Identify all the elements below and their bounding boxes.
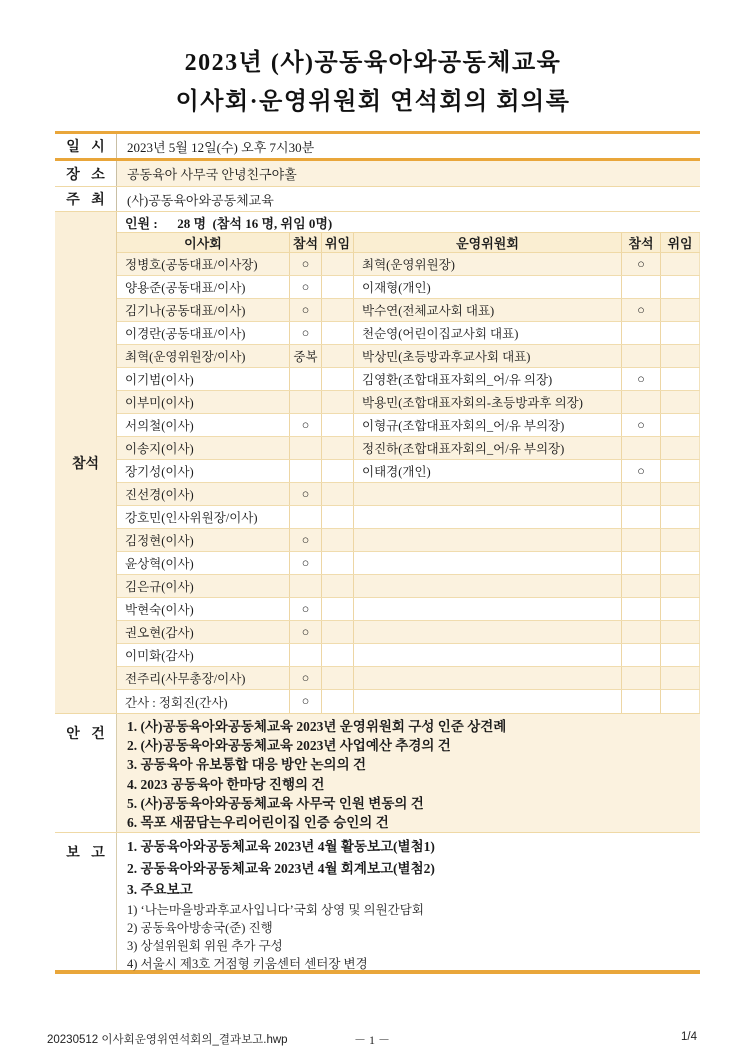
board-attend-mark	[290, 644, 322, 666]
committee-proxy-mark	[661, 598, 700, 620]
board-member-name: 이기범(이사)	[117, 368, 290, 390]
datetime-value: 2023년 5월 12일(수) 오후 7시30분	[127, 139, 315, 155]
committee-proxy-mark	[661, 460, 700, 482]
committee-attend-mark: ○	[622, 253, 661, 275]
committee-member-name: 박상민(초등방과후교사회 대표)	[354, 345, 622, 367]
board-proxy-mark	[322, 621, 354, 643]
committee-member-name: 최혁(운영위원장)	[354, 253, 622, 275]
attendance-row	[117, 667, 700, 690]
board-proxy-mark	[322, 644, 354, 666]
committee-member-name: 이재형(개인)	[354, 276, 622, 298]
host-value: (사)공동육아와공동체교육	[127, 192, 274, 208]
board-attend-mark	[290, 460, 322, 482]
board-attend-mark	[290, 391, 322, 413]
attendance-row	[117, 253, 700, 276]
committee-member-name: 이형규(조합대표자회의_어/유 부의장)	[354, 414, 622, 436]
committee-member-name: 천순영(어린이집교사회 대표)	[354, 322, 622, 344]
committee-proxy-mark	[661, 690, 700, 713]
header-board-proxy: 위임	[322, 233, 354, 252]
committee-proxy-mark	[661, 483, 700, 505]
board-proxy-mark	[322, 437, 354, 459]
report-main-item: 3. 주요보고	[127, 882, 193, 897]
committee-attend-mark	[622, 322, 661, 344]
datetime-label: 일 시	[55, 134, 117, 158]
board-member-name: 서의철(이사)	[117, 414, 290, 436]
board-member-name: 이경란(공동대표/이사)	[117, 322, 290, 344]
committee-attend-mark	[622, 621, 661, 643]
board-proxy-mark	[322, 575, 354, 597]
report-sub-item: 1) ‘나는마을방과후교사입니다’국회 상영 및 의원간담회	[127, 902, 424, 917]
header-board: 이사회	[117, 233, 290, 252]
committee-proxy-mark	[661, 437, 700, 459]
footer-page-number: － 1 －	[354, 1033, 391, 1047]
report-section-label: 보 고	[55, 833, 117, 970]
attendance-row	[117, 552, 700, 575]
footer-filename: 20230512 이사회운영위연석회의_결과보고.hwp	[47, 1034, 288, 1046]
board-proxy-mark	[322, 552, 354, 574]
committee-member-name	[354, 529, 622, 551]
attendance-section-label: 참석	[55, 212, 117, 713]
committee-member-name: 박용민(조합대표자회의-초등방과후 의장)	[354, 391, 622, 413]
board-proxy-mark	[322, 506, 354, 528]
board-attend-mark: 중복	[290, 345, 322, 367]
board-proxy-mark	[322, 368, 354, 390]
page-footer	[47, 1031, 697, 1048]
attendance-row	[117, 437, 700, 460]
board-proxy-mark	[322, 391, 354, 413]
board-member-name: 간사 : 정회진(간사)	[117, 690, 290, 713]
header-committee-attend: 참석	[622, 233, 661, 252]
committee-attend-mark: ○	[622, 368, 661, 390]
committee-member-name	[354, 506, 622, 528]
board-member-name: 박현숙(이사)	[117, 598, 290, 620]
board-proxy-mark	[322, 253, 354, 275]
committee-member-name: 이태경(개인)	[354, 460, 622, 482]
agenda-item: 1. (사)공동육아와공동체교육 2023년 운영위원회 구성 인준 상견례	[127, 719, 507, 734]
agenda-item: 4. 2023 공동육아 한마당 진행의 건	[127, 776, 325, 792]
board-member-name: 이미화(감사)	[117, 644, 290, 666]
attendance-row	[117, 299, 700, 322]
board-proxy-mark	[322, 276, 354, 298]
board-proxy-mark	[322, 414, 354, 436]
committee-proxy-mark	[661, 506, 700, 528]
board-proxy-mark	[322, 322, 354, 344]
committee-attend-mark: ○	[622, 299, 661, 321]
committee-attend-mark	[622, 552, 661, 574]
board-attend-mark: ○	[290, 598, 322, 620]
header-committee: 운영위원회	[354, 233, 622, 252]
board-proxy-mark	[322, 598, 354, 620]
minutes-table	[55, 131, 700, 974]
committee-attend-mark	[622, 575, 661, 597]
board-member-name: 이부미(이사)	[117, 391, 290, 413]
attendance-row	[117, 529, 700, 552]
place-label: 장 소	[55, 161, 117, 186]
board-proxy-mark	[322, 483, 354, 505]
attendance-row	[117, 276, 700, 299]
attendance-row	[117, 575, 700, 598]
committee-attend-mark	[622, 483, 661, 505]
committee-proxy-mark	[661, 322, 700, 344]
agenda-section-label: 안 건	[55, 714, 117, 832]
board-attend-mark	[290, 368, 322, 390]
board-member-name: 장기성(이사)	[117, 460, 290, 482]
board-member-name: 이송지(이사)	[117, 437, 290, 459]
report-items	[117, 833, 700, 970]
board-member-name: 최혁(운영위원장/이사)	[117, 345, 290, 367]
committee-proxy-mark	[661, 345, 700, 367]
committee-proxy-mark	[661, 414, 700, 436]
board-attend-mark: ○	[290, 276, 322, 298]
attendance-row	[117, 598, 700, 621]
committee-member-name	[354, 598, 622, 620]
board-member-name: 권오현(감사)	[117, 621, 290, 643]
board-attend-mark	[290, 506, 322, 528]
footer-page-count: 1/4	[681, 1031, 698, 1043]
title-line-2: 이사회·운영위원회 연석회의 회의록	[175, 89, 571, 115]
committee-proxy-mark	[661, 667, 700, 689]
agenda-items	[117, 714, 700, 832]
committee-attend-mark: ○	[622, 414, 661, 436]
board-attend-mark	[290, 437, 322, 459]
committee-member-name	[354, 621, 622, 643]
attendance-row	[117, 483, 700, 506]
committee-attend-mark	[622, 667, 661, 689]
attendance-header-row	[117, 233, 700, 253]
committee-member-name: 박수연(전체교사회 대표)	[354, 299, 622, 321]
agenda-item: 2. (사)공동육아와공동체교육 2023년 사업예산 추경의 건	[127, 738, 451, 754]
header-committee-proxy: 위임	[661, 233, 700, 252]
committee-proxy-mark	[661, 276, 700, 298]
committee-proxy-mark	[661, 621, 700, 643]
board-proxy-mark	[322, 345, 354, 367]
row-host	[55, 187, 700, 211]
board-member-name: 김기나(공동대표/이사)	[117, 299, 290, 321]
board-attend-mark: ○	[290, 322, 322, 344]
agenda-item: 6. 목포 새꿈담는우리어린이집 인증 승인의 건	[127, 815, 389, 831]
board-proxy-mark	[322, 529, 354, 551]
attendance-row	[117, 414, 700, 437]
board-attend-mark: ○	[290, 529, 322, 551]
committee-attend-mark	[622, 391, 661, 413]
committee-attend-mark	[622, 529, 661, 551]
board-member-name: 전주리(사무총장/이사)	[117, 667, 290, 689]
report-sub-item: 4) 서울시 제3호 거점형 키움센터 센터장 변경	[127, 957, 368, 972]
board-attend-mark: ○	[290, 621, 322, 643]
report-main-item: 2. 공동육아와공동체교육 2023년 4월 회계보고(별첨2)	[127, 860, 435, 876]
attendance-summary: 인원 : 28 명 (참석 16 명, 위임 0명)	[117, 212, 700, 233]
attendance-table	[117, 212, 700, 713]
committee-attend-mark: ○	[622, 460, 661, 482]
agenda-item: 5. (사)공동육아와공동체교육 사무국 인원 변동의 건	[127, 795, 424, 811]
attendance-row	[117, 368, 700, 391]
attendance-row	[117, 345, 700, 368]
report-sub-item: 2) 공동육아방송국(준) 진행	[127, 920, 273, 935]
committee-proxy-mark	[661, 391, 700, 413]
board-member-name: 김정현(이사)	[117, 529, 290, 551]
agenda-item: 3. 공동육아 유보통합 대응 방안 논의의 건	[127, 757, 367, 773]
board-proxy-mark	[322, 299, 354, 321]
committee-proxy-mark	[661, 552, 700, 574]
board-attend-mark: ○	[290, 253, 322, 275]
board-attend-mark: ○	[290, 690, 322, 713]
committee-attend-mark	[622, 598, 661, 620]
committee-proxy-mark	[661, 529, 700, 551]
committee-attend-mark	[622, 276, 661, 298]
committee-proxy-mark	[661, 368, 700, 390]
committee-proxy-mark	[661, 299, 700, 321]
report-section	[55, 833, 700, 970]
committee-member-name	[354, 690, 622, 713]
report-sub-item: 3) 상설위원회 위원 추가 구성	[127, 939, 283, 954]
agenda-section	[55, 714, 700, 832]
committee-attend-mark	[622, 644, 661, 666]
board-attend-mark: ○	[290, 667, 322, 689]
board-member-name: 김은규(이사)	[117, 575, 290, 597]
board-member-name: 양용준(공동대표/이사)	[117, 276, 290, 298]
committee-member-name	[354, 575, 622, 597]
committee-attend-mark	[622, 690, 661, 713]
board-attend-mark: ○	[290, 414, 322, 436]
report-main-item: 1. 공동육아와공동체교육 2023년 4월 활동보고(별첨1)	[127, 839, 435, 854]
committee-member-name	[354, 552, 622, 574]
committee-attend-mark	[622, 437, 661, 459]
attendance-row	[117, 690, 700, 713]
row-datetime	[55, 134, 700, 158]
committee-member-name: 김영환(조합대표자회의_어/유 의장)	[354, 368, 622, 390]
attendance-row	[117, 621, 700, 644]
committee-proxy-mark	[661, 575, 700, 597]
board-proxy-mark	[322, 460, 354, 482]
committee-proxy-mark	[661, 644, 700, 666]
board-member-name: 정병호(공동대표/이사장)	[117, 253, 290, 275]
place-value: 공동육아 사무국 안녕친구야홀	[117, 161, 700, 186]
committee-attend-mark	[622, 506, 661, 528]
host-label: 주 최	[55, 187, 117, 211]
attendance-row	[117, 322, 700, 345]
title-line-1: 2023년 (사)공동육아와공동체교육	[184, 50, 562, 76]
board-proxy-mark	[322, 667, 354, 689]
board-member-name: 진선경(이사)	[117, 483, 290, 505]
committee-attend-mark	[622, 345, 661, 367]
document-title	[0, 44, 746, 122]
committee-member-name	[354, 644, 622, 666]
attendance-row	[117, 644, 700, 667]
attendance-row	[117, 506, 700, 529]
board-attend-mark: ○	[290, 299, 322, 321]
committee-member-name	[354, 667, 622, 689]
board-attend-mark: ○	[290, 483, 322, 505]
row-place	[55, 161, 700, 186]
committee-proxy-mark	[661, 253, 700, 275]
board-attend-mark	[290, 575, 322, 597]
board-member-name: 강호민(인사위원장/이사)	[117, 506, 290, 528]
board-member-name: 윤상혁(이사)	[117, 552, 290, 574]
attendance-row	[117, 460, 700, 483]
committee-member-name: 정진하(조합대표자회의_어/유 부의장)	[354, 437, 622, 459]
committee-member-name	[354, 483, 622, 505]
attendance-rows	[117, 253, 700, 713]
attendance-section	[55, 212, 700, 713]
board-attend-mark: ○	[290, 552, 322, 574]
header-board-attend: 참석	[290, 233, 322, 252]
attendance-row	[117, 391, 700, 414]
board-proxy-mark	[322, 690, 354, 713]
